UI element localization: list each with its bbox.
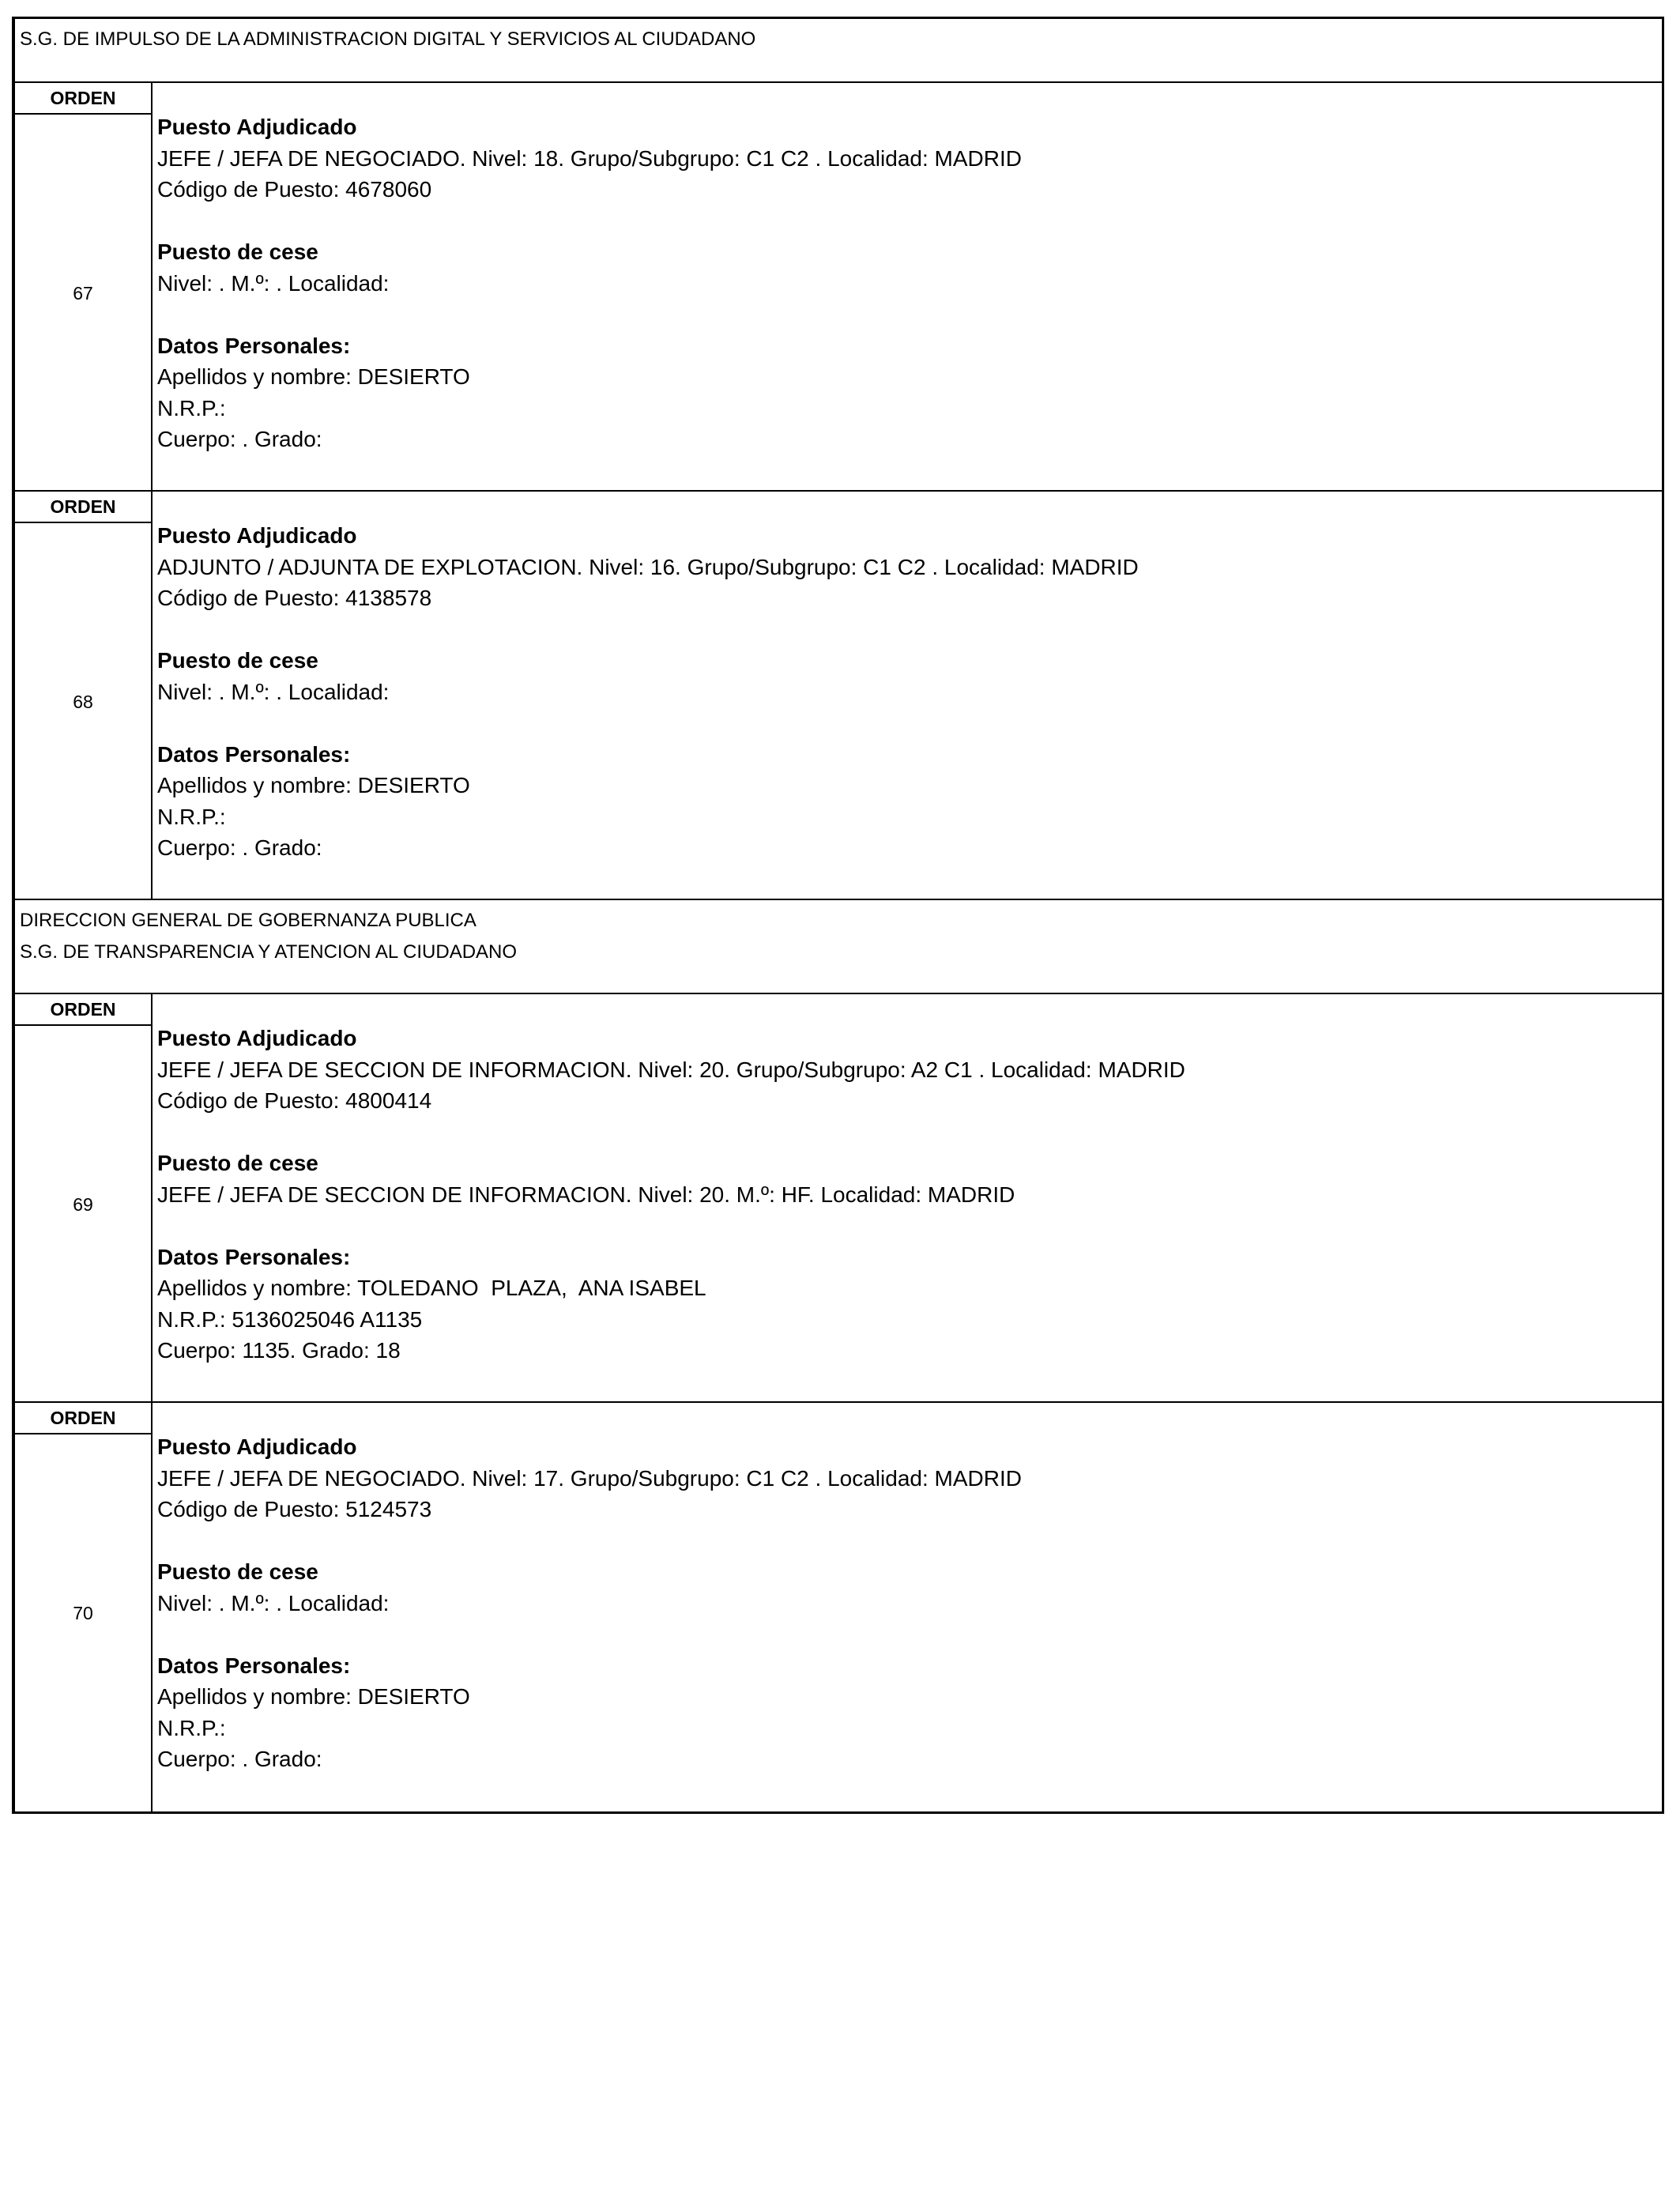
cuerpo-grado: Cuerpo: . Grado: — [157, 427, 322, 451]
orden-label: ORDEN — [15, 492, 151, 523]
entry-row — [15, 492, 1662, 900]
codigo-puesto: Código de Puesto: 4800414 — [157, 1088, 432, 1113]
puesto-cese-desc: Nivel: . M.º: . Localidad: — [157, 270, 390, 296]
apellidos-nombre: Apellidos y nombre: DESIERTO — [157, 1684, 470, 1709]
orden-column — [15, 994, 153, 1401]
puesto-cese-title: Puesto de cese — [157, 1151, 318, 1175]
apellidos-nombre: Apellidos y nombre: DESIERTO — [157, 773, 470, 797]
entry-content — [153, 1403, 1662, 1811]
nrp: N.R.P.: — [157, 1715, 226, 1740]
nrp: N.R.P.: 5136025046 A1135 — [157, 1306, 423, 1332]
puesto-cese-desc: Nivel: . M.º: . Localidad: — [157, 1590, 390, 1615]
codigo-puesto: Código de Puesto: 4138578 — [157, 586, 432, 610]
orden-label: ORDEN — [15, 83, 151, 115]
section-header — [15, 900, 1662, 994]
puesto-adjudicado-desc: JEFE / JEFA DE SECCION DE INFORMACION. Nivel: 20. Grupo/Subgrupo: A2 C1 . Localidad: MADRID — [157, 1057, 1185, 1082]
codigo-puesto: Código de Puesto: 4678060 — [157, 177, 432, 202]
nrp: N.R.P.: — [157, 804, 226, 829]
nrp: N.R.P.: — [157, 395, 226, 420]
section-header — [15, 19, 1662, 83]
puesto-adjudicado-desc: JEFE / JEFA DE NEGOCIADO. Nivel: 17. Grupo/Subgrupo: C1 C2 . Localidad: MADRID — [157, 1465, 1022, 1491]
section-title: DIRECCION GENERAL DE GOBERNANZA PUBLICA — [20, 910, 477, 931]
puesto-adjudicado-title: Puesto Adjudicado — [157, 1434, 357, 1459]
orden-number: 68 — [73, 692, 93, 712]
orden-column — [15, 83, 153, 490]
apellidos-nombre: Apellidos y nombre: TOLEDANO PLAZA, ANA ISABEL — [157, 1276, 706, 1300]
puesto-cese-desc: Nivel: . M.º: . Localidad: — [157, 679, 390, 704]
entry-content — [153, 492, 1662, 899]
puesto-adjudicado-title: Puesto Adjudicado — [157, 115, 357, 139]
datos-personales-title: Datos Personales: — [157, 333, 351, 358]
orden-label: ORDEN — [15, 994, 151, 1026]
entry-content — [153, 83, 1662, 490]
puesto-cese-title: Puesto de cese — [157, 648, 318, 673]
datos-personales-title: Datos Personales: — [157, 1653, 351, 1678]
datos-personales-title: Datos Personales: — [157, 1244, 351, 1269]
puesto-adjudicado-desc: JEFE / JEFA DE NEGOCIADO. Nivel: 18. Grupo/Subgrupo: C1 C2 . Localidad: MADRID — [157, 145, 1022, 171]
puesto-cese-desc: JEFE / JEFA DE SECCION DE INFORMACION. Nivel: 20. M.º: HF. Localidad: MADRID — [157, 1182, 1015, 1207]
apellidos-nombre: Apellidos y nombre: DESIERTO — [157, 364, 470, 389]
puesto-cese-title: Puesto de cese — [157, 1559, 318, 1584]
orden-column — [15, 492, 153, 899]
entry-row — [15, 83, 1662, 492]
puesto-adjudicado-title: Puesto Adjudicado — [157, 523, 357, 548]
section-title: S.G. DE IMPULSO DE LA ADMINISTRACION DIGITAL Y SERVICIOS AL CIUDADANO — [20, 28, 756, 50]
puesto-adjudicado-title: Puesto Adjudicado — [157, 1026, 357, 1050]
entry-row — [15, 1403, 1662, 1811]
section-subtitle: S.G. DE TRANSPARENCIA Y ATENCION AL CIUDADANO — [20, 941, 518, 963]
orden-number: 70 — [73, 1603, 93, 1623]
orden-number: 67 — [73, 283, 93, 303]
orden-number: 69 — [73, 1194, 93, 1215]
puesto-cese-title: Puesto de cese — [157, 239, 318, 264]
puesto-adjudicado-desc: ADJUNTO / ADJUNTA DE EXPLOTACION. Nivel: 16. Grupo/Subgrupo: C1 C2 . Localidad: MADRID — [157, 554, 1139, 579]
entry-content — [153, 994, 1662, 1401]
cuerpo-grado: Cuerpo: . Grado: — [157, 1747, 322, 1771]
entry-row — [15, 994, 1662, 1403]
orden-column — [15, 1403, 153, 1811]
cuerpo-grado: Cuerpo: 1135. Grado: 18 — [157, 1338, 401, 1363]
datos-personales-title: Datos Personales: — [157, 741, 351, 767]
codigo-puesto: Código de Puesto: 5124573 — [157, 1497, 432, 1521]
orden-label: ORDEN — [15, 1403, 151, 1434]
document-table — [12, 17, 1664, 1814]
cuerpo-grado: Cuerpo: . Grado: — [157, 835, 322, 860]
